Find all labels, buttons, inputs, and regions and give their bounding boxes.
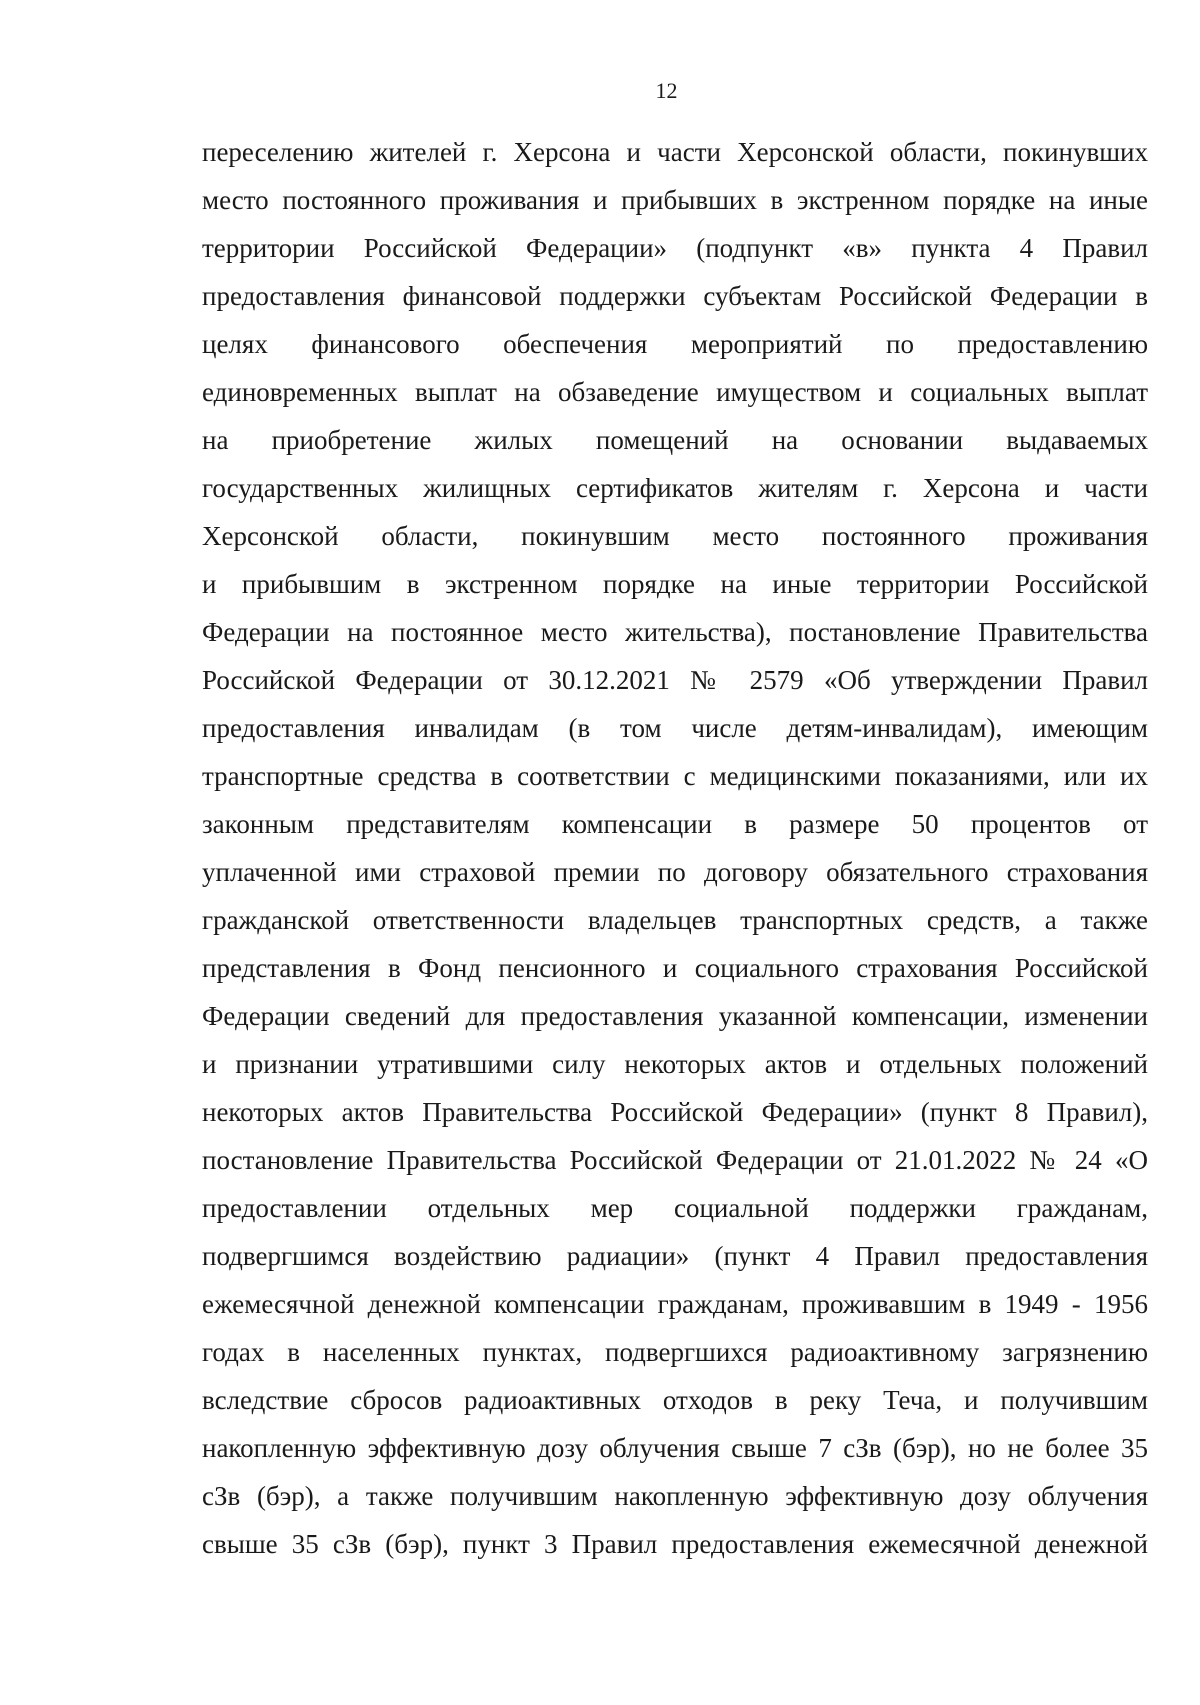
text-line: переселению жителей г. Херсона и части Херсонской области, покинувших	[202, 137, 1148, 167]
body-text	[202, 128, 1148, 1568]
text-line: накопленную эффективную дозу облучения свыше 7 сЗв (бэр), но не более 35	[202, 1433, 1148, 1463]
text-line: и прибывшим в экстренном порядке на иные территории Российской	[202, 569, 1148, 599]
text-line: вследствие сбросов радиоактивных отходов в реку Теча, и получившим	[202, 1385, 1148, 1415]
text-line: Херсонской области, покинувшим место постоянного проживания	[202, 521, 1148, 551]
text-line: Федерации на постоянное место жительства), постановление Правительства	[202, 617, 1148, 647]
text-line: предоставления финансовой поддержки субъектам Российской Федерации в	[202, 281, 1148, 311]
text-line: постановление Правительства Российской Федерации от 21.01.2022 № 24 «О	[202, 1145, 1148, 1175]
text-line: единовременных выплат на обзаведение имуществом и социальных выплат	[202, 377, 1148, 407]
text-line: уплаченной ими страховой премии по договору обязательного страхования	[202, 857, 1148, 887]
text-line: транспортные средства в соответствии с медицинскими показаниями, или их	[202, 761, 1148, 791]
text-line: представления в Фонд пенсионного и социального страхования Российской	[202, 953, 1148, 983]
text-line: Российской Федерации от 30.12.2021 № 2579 «Об утверждении Правил	[202, 665, 1148, 695]
text-line: сЗв (бэр), а также получившим накопленную эффективную дозу облучения	[202, 1481, 1148, 1511]
text-line: Федерации сведений для предоставления указанной компенсации, изменении	[202, 1001, 1148, 1031]
text-line: законным представителям компенсации в размере 50 процентов от	[202, 809, 1148, 839]
text-line: на приобретение жилых помещений на основании выдаваемых	[202, 425, 1148, 455]
text-line: ежемесячной денежной компенсации гражданам, проживавшим в 1949 - 1956	[202, 1289, 1148, 1319]
text-line: гражданской ответственности владельцев транспортных средств, а также	[202, 905, 1148, 935]
text-line: целях финансового обеспечения мероприятий по предоставлению	[202, 329, 1148, 359]
text-line: предоставлении отдельных мер социальной поддержки гражданам,	[202, 1193, 1148, 1223]
text-line: и признании утратившими силу некоторых актов и отдельных положений	[202, 1049, 1148, 1079]
text-line: место постоянного проживания и прибывших в экстренном порядке на иные	[202, 185, 1148, 215]
text-line: предоставления инвалидам (в том числе детям-инвалидам), имеющим	[202, 713, 1148, 743]
text-line: территории Российской Федерации» (подпункт «в» пункта 4 Правил	[202, 233, 1148, 263]
text-line: свыше 35 сЗв (бэр), пункт 3 Правил предоставления ежемесячной денежной	[202, 1529, 1148, 1559]
text-line: годах в населенных пунктах, подвергшихся радиоактивному загрязнению	[202, 1337, 1148, 1367]
text-line: подвергшимся воздействию радиации» (пункт 4 Правил предоставления	[202, 1241, 1148, 1271]
page-number: 12	[655, 78, 678, 103]
text-line: государственных жилищных сертификатов жителям г. Херсона и части	[202, 473, 1148, 503]
text-line: некоторых актов Правительства Российской Федерации» (пункт 8 Правил),	[202, 1097, 1148, 1127]
